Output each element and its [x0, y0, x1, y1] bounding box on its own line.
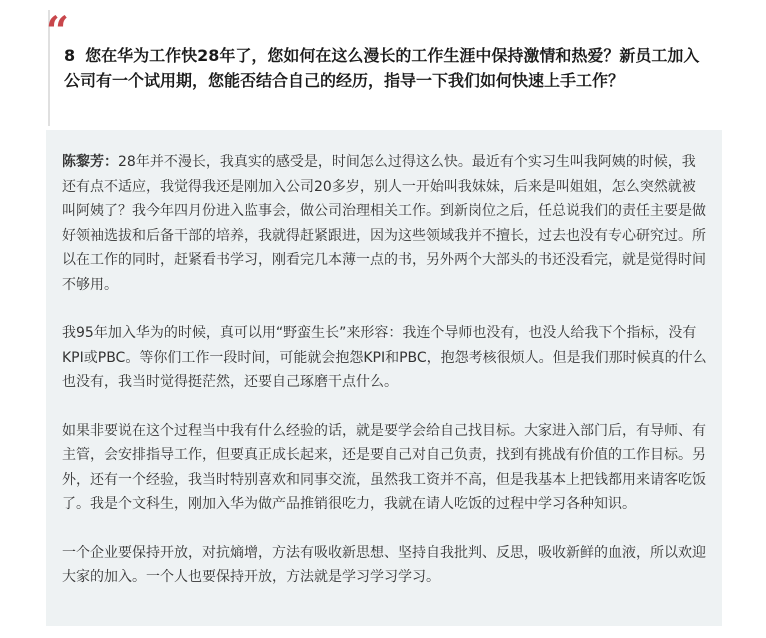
answer-paragraph — [62, 150, 707, 297]
quote-mark-icon: “ — [46, 8, 70, 55]
answer-paragraph: 如果非要说在这个过程当中我有什么经验的话，就是要学会给自己找目标。大家进入部门后，有导师、有主管，会安排指导工作，但要真正成长起来，还是要自己对自己负责，找到有挑战有价值的工作目标。另外，还有一个经验，我当时特别喜欢和同事交流，虽然我工资并不高，但是我基本上把钱都用来请客吃饭了。我是个文科生，刚加入华为做产品推销很吃力，我就在请人吃饭的过程中学习各种知识。 — [62, 422, 706, 512]
question-block — [48, 10, 730, 126]
answer-paragraph: 我95年加入华为的时候，真可以用“野蛮生长”来形容：我连个导师也没有，也没人给我下个指标，没有KPI或PBC。等你们工作一段时间，可能就会抱怨KPI和PBC，抱怨考核很烦人。但是我们那时候真的什么也没有，我当时觉得挺茫然，还要自己琢磨干点什么。 — [62, 325, 707, 390]
speaker-name: 陈黎芳： — [62, 154, 118, 170]
answer-paragraph: 一个企业要保持开放，对抗熵增，方法有吸收新思想、坚持自我批判、反思，吸收新鲜的血液，所以欢迎大家的加入。一个人也要保持开放，方法就是学习学习学习。 — [62, 544, 706, 585]
question-text: 您在华为工作快28年了，您如何在这么漫长的工作生涯中保持激情和热爱？新员工加入公司有一个试用期，您能否结合自己的经历，指导一下我们如何快速上手工作？ — [64, 46, 700, 90]
question-heading — [64, 43, 714, 93]
answer-paragraph-text: 28年并不漫长，我真实的感受是，时间怎么过得这么快。最近有个实习生叫我阿姨的时候，我还有点不适应，我觉得我还是刚加入公司20多岁，别人一开始叫我妹妹，后来是叫姐姐，怎么突然就被叫阿姨了？我今年四月份进入监事会，做公司治理相关工作。到新岗位之后，任总说我们的责任主要是做好领袖选拔和后备干部的培养，我就得赶紧跟进，因为这些领域我并不擅长，过去也没有专心研究过。所以在工作的同时，赶紧看书学习，刚看完几本薄一点的书，另外两个大部头的书还没看完，就是觉得时间不够用。 — [62, 154, 706, 293]
answer-box — [46, 130, 722, 626]
question-number: 8 — [64, 46, 76, 65]
